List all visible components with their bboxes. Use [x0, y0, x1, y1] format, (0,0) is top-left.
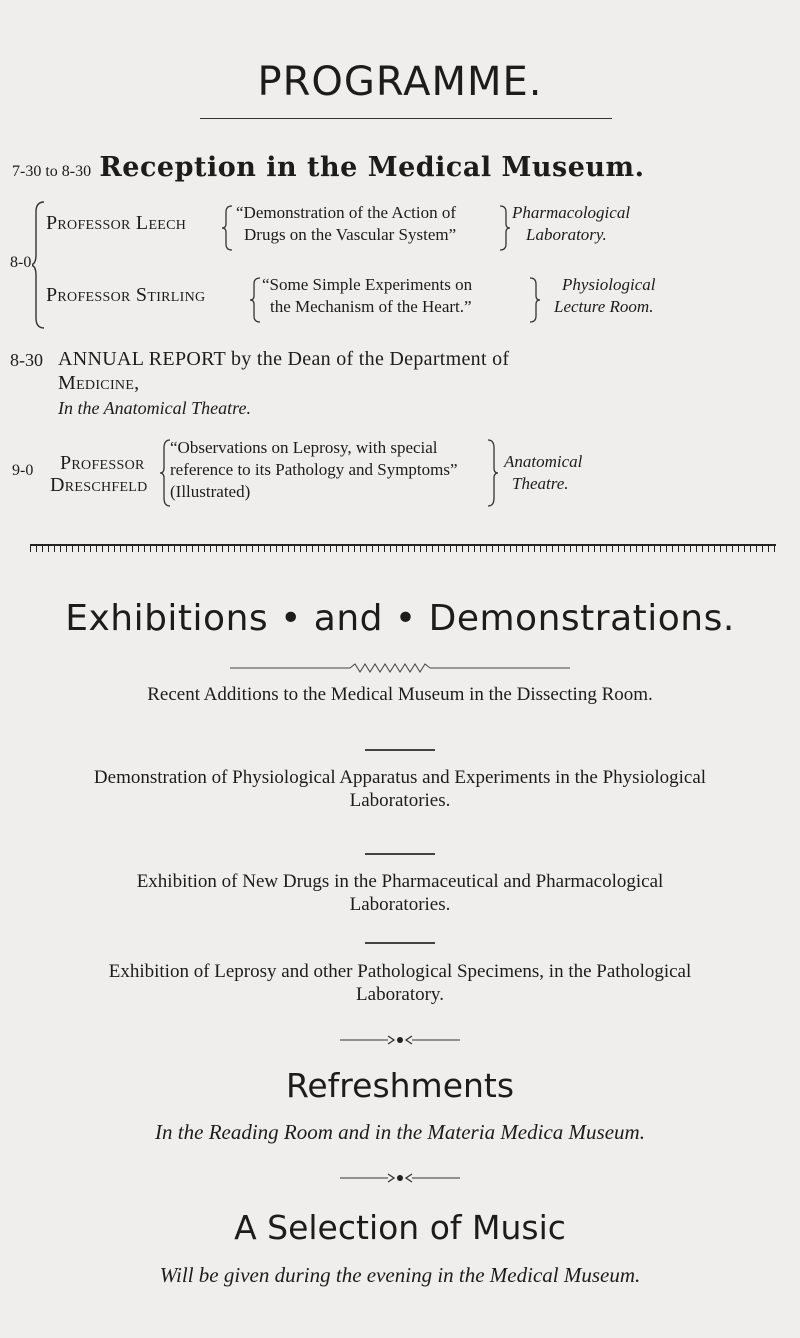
- dreschfeld-place2: Theatre.: [512, 474, 569, 493]
- ornamental-divider: [30, 544, 776, 554]
- dreschfeld-speaker1: Professor: [60, 452, 145, 474]
- title-underline: [200, 118, 612, 119]
- stirling-line1: “Some Simple Experiments on: [262, 275, 473, 294]
- exhibit-item-4: [0, 960, 800, 1006]
- report-time: 8-30: [10, 350, 43, 370]
- leech-place2: Laboratory.: [526, 225, 607, 244]
- eight-oclock-time: 8-0: [10, 254, 32, 271]
- exhibit-item-3-line2: Laboratories.: [349, 894, 451, 915]
- report-line2: Medicine,: [58, 372, 140, 394]
- left-brace: [32, 200, 46, 330]
- nine-oclock-time: 9-0: [12, 462, 34, 479]
- exhibit-item-3-line1: Exhibition of New Drugs in the Pharmaceutical and Pharmacological: [136, 871, 664, 892]
- speaker-stirling: Professor Stirling: [46, 284, 206, 306]
- brace-leech-right: [498, 204, 510, 252]
- speaker-leech: Professor Leech: [46, 212, 187, 234]
- dreschfeld-speaker2: Dreschfeld: [50, 474, 148, 496]
- exhibit-item-2-line2: Laboratories.: [349, 790, 451, 811]
- ornament-divider-2: [340, 1172, 460, 1184]
- reception-heading: Reception in the Medical Museum.: [99, 152, 645, 183]
- leech-place1: Pharmacological: [512, 203, 631, 222]
- brace-leech: [222, 204, 234, 252]
- exhibit-item-4-line1: Exhibition of Leprosy and other Pathological Specimens, in the Pathological: [108, 961, 692, 982]
- exhibit-divider-2: [365, 853, 435, 855]
- title-block: [0, 59, 800, 105]
- music-title: A Selection of Music: [234, 1208, 566, 1247]
- ornament-divider-1: [340, 1034, 460, 1046]
- report-location: In the Anatomical Theatre.: [58, 398, 251, 418]
- stirling-line2: the Mechanism of the Heart.”: [270, 297, 472, 316]
- report-line1: ANNUAL REPORT by the Dean of the Department of: [58, 348, 510, 370]
- refreshments-title: Refreshments: [285, 1066, 515, 1105]
- dreschfeld-place1: Anatomical: [504, 452, 583, 471]
- dreschfeld-line3: (Illustrated): [170, 482, 251, 501]
- dreschfeld-line2: reference to its Pathology and Symptoms”: [170, 460, 458, 479]
- exhibitions-title: Exhibitions • and • Demonstrations.: [65, 598, 735, 639]
- exhibit-divider-1: [365, 749, 435, 751]
- stirling-place1: Physiological: [562, 275, 656, 294]
- reception-time: 7-30 to 8-30: [12, 163, 92, 180]
- reception-line: [12, 152, 645, 183]
- exhibit-item-4-line2: Laboratory.: [356, 984, 444, 1005]
- music-subtitle: Will be given during the evening in the Medical Museum.: [159, 1263, 641, 1287]
- refreshments-subtitle: In the Reading Room and in the Materia Medica Museum.: [155, 1120, 645, 1144]
- programme-title: PROGRAMME.: [257, 59, 543, 105]
- brace-dreschfeld-right: [486, 438, 498, 508]
- exhibit-item-3: [0, 870, 800, 916]
- stirling-place2: Lecture Room.: [554, 297, 654, 316]
- exhibit-divider-3: [365, 942, 435, 944]
- exhibit-item-2-line1: Demonstration of Physiological Apparatus and Experiments in the Physiological: [93, 767, 707, 788]
- leech-line1: “Demonstration of the Action of: [236, 203, 457, 222]
- exhibit-item-1-line1: Recent Additions to the Medical Museum in the Dissecting Room.: [147, 684, 653, 705]
- wavy-divider: [230, 663, 570, 673]
- dreschfeld-line1: “Observations on Leprosy, with special: [170, 438, 438, 457]
- leech-line2: Drugs on the Vascular System”: [244, 225, 457, 244]
- exhibit-item-2: [0, 766, 800, 812]
- brace-stirling-right: [528, 276, 540, 324]
- brace-stirling: [250, 276, 262, 324]
- exhibit-item-1: [0, 683, 800, 706]
